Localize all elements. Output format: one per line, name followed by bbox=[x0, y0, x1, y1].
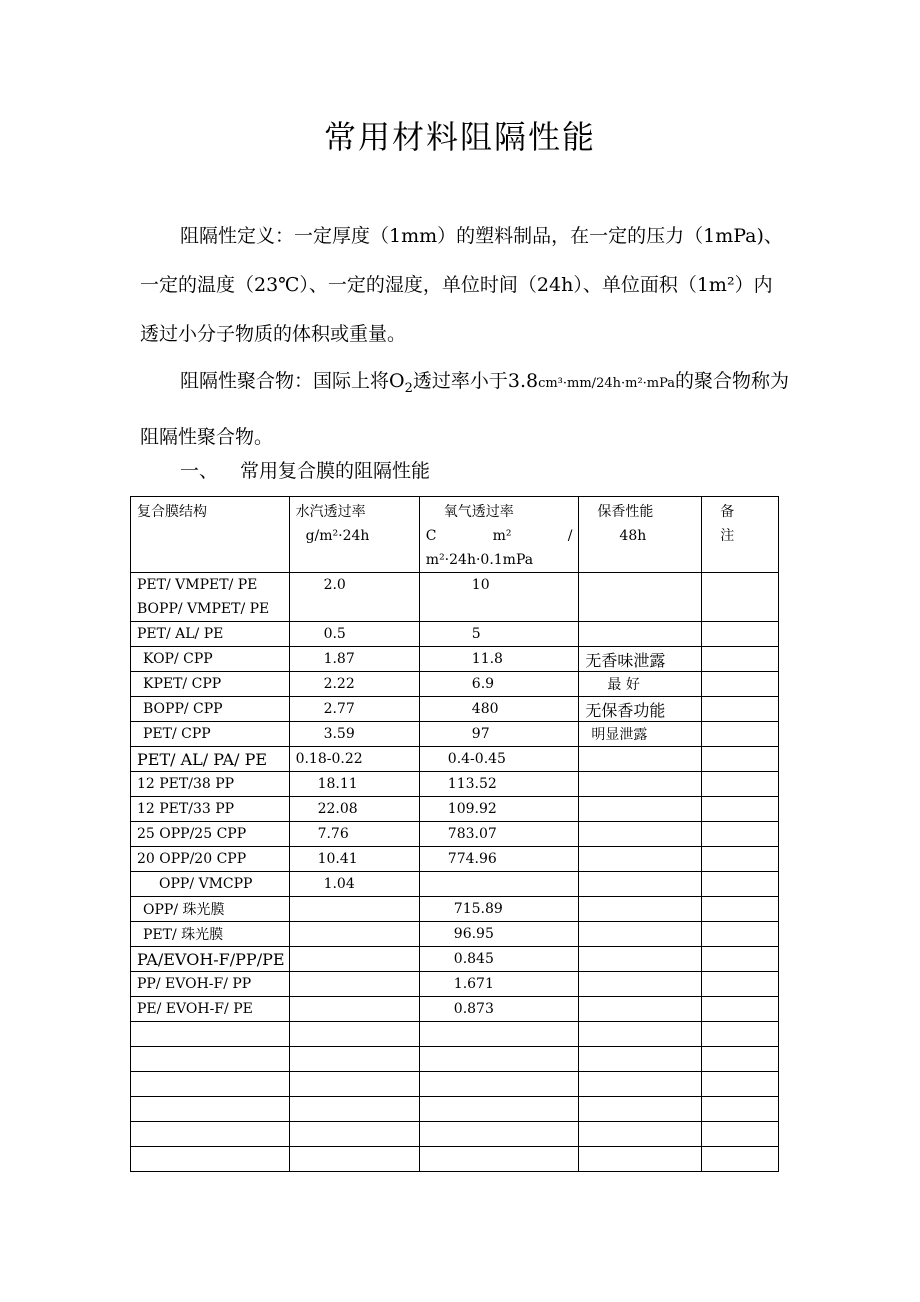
empty-cell bbox=[419, 1147, 579, 1172]
water-cell bbox=[289, 922, 419, 947]
note-cell bbox=[702, 797, 779, 822]
oxygen-cell: 1.671 bbox=[419, 972, 579, 997]
note-cell bbox=[702, 722, 779, 747]
empty-cell bbox=[131, 1047, 290, 1072]
table-row bbox=[131, 647, 779, 672]
structure-cell: OPP/ VMCPP bbox=[131, 872, 290, 897]
header-oxygen-slash: / bbox=[567, 528, 573, 544]
structure-cell: OPP/ 珠光膜 bbox=[131, 897, 290, 922]
header-note bbox=[702, 497, 779, 573]
empty-cell bbox=[131, 1147, 290, 1172]
aroma-cell: 无香味泄露 bbox=[579, 647, 702, 672]
empty-cell bbox=[579, 1047, 702, 1072]
aroma-cell bbox=[579, 872, 702, 897]
structure-cell: KPET/ CPP bbox=[131, 672, 290, 697]
aroma-cell bbox=[579, 922, 702, 947]
empty-cell bbox=[702, 1047, 779, 1072]
header-structure: 复合膜结构 bbox=[131, 497, 290, 573]
paragraph2-after: 的聚合物称为阻隔性聚合物。 bbox=[140, 370, 790, 448]
empty-row bbox=[131, 1097, 779, 1122]
empty-cell bbox=[131, 1022, 290, 1047]
oxygen-cell: 0.4-0.45 bbox=[419, 747, 579, 772]
oxygen-cell: 11.8 bbox=[419, 647, 579, 672]
header-aroma bbox=[579, 497, 702, 573]
oxygen-cell: 0.845 bbox=[419, 947, 579, 972]
table-row bbox=[131, 997, 779, 1022]
structure-cell bbox=[131, 573, 290, 622]
aroma-cell bbox=[579, 772, 702, 797]
note-cell bbox=[702, 972, 779, 997]
oxygen-cell: 0.873 bbox=[419, 997, 579, 1022]
oxygen-cell: 96.95 bbox=[419, 922, 579, 947]
note-cell bbox=[702, 747, 779, 772]
empty-cell bbox=[289, 1147, 419, 1172]
oxygen-cell: 113.52 bbox=[419, 772, 579, 797]
oxygen-cell: 97 bbox=[419, 722, 579, 747]
structure-cell: 20 OPP/20 CPP bbox=[131, 847, 290, 872]
aroma-cell: 明显泄露 bbox=[579, 722, 702, 747]
note-cell bbox=[702, 573, 779, 622]
note-cell bbox=[702, 922, 779, 947]
table-row bbox=[131, 922, 779, 947]
oxygen-cell: 715.89 bbox=[419, 897, 579, 922]
paragraph2-middle: 透过率小于3.8 bbox=[412, 370, 539, 392]
aroma-cell bbox=[579, 847, 702, 872]
table-row bbox=[131, 747, 779, 772]
aroma-cell bbox=[579, 897, 702, 922]
oxygen-cell: 5 bbox=[419, 622, 579, 647]
oxygen-cell: 6.9 bbox=[419, 672, 579, 697]
structure-cell: 25 OPP/25 CPP bbox=[131, 822, 290, 847]
empty-row bbox=[131, 1072, 779, 1097]
barrier-polymer-paragraph bbox=[140, 357, 790, 462]
note-cell bbox=[702, 897, 779, 922]
note-cell bbox=[702, 647, 779, 672]
definition-paragraph: 阻隔性定义：一定厚度（1mm）的塑料制品，在一定的压力（1mPa)、一定的温度（23℃）、一定的湿度，单位时间（24h）、单位面积（1m²）内透过小分子物质的体积或重量。 bbox=[140, 225, 783, 345]
oxygen-cell: 480 bbox=[419, 697, 579, 722]
empty-cell bbox=[419, 1122, 579, 1147]
structure-line1: PET/ VMPET/ PE bbox=[137, 577, 258, 593]
empty-cell bbox=[289, 1122, 419, 1147]
header-oxygen-line3: m²·24h·0.1mPa bbox=[425, 552, 534, 568]
header-note-line2: 注 bbox=[720, 528, 735, 544]
header-note-line1: 备 bbox=[720, 504, 735, 520]
header-oxygen-line1: 氧气透过率 bbox=[443, 504, 514, 520]
structure-cell: PA/EVOH-F/PP/PE bbox=[131, 947, 290, 972]
water-cell: 0.18-0.22 bbox=[289, 747, 419, 772]
header-aroma-line2: 48h bbox=[619, 528, 647, 544]
header-oxygen-line2 bbox=[426, 524, 579, 548]
aroma-cell bbox=[579, 972, 702, 997]
note-cell bbox=[702, 847, 779, 872]
empty-cell bbox=[289, 1047, 419, 1072]
empty-cell bbox=[579, 1097, 702, 1122]
structure-cell: PET/ AL/ PA/ PE bbox=[131, 747, 290, 772]
oxygen-cell: 109.92 bbox=[419, 797, 579, 822]
header-oxygen-c: C bbox=[425, 528, 437, 544]
table-row bbox=[131, 622, 779, 647]
water-cell: 2.22 bbox=[289, 672, 419, 697]
empty-cell bbox=[579, 1122, 702, 1147]
table-row bbox=[131, 772, 779, 797]
structure-cell: PET/ 珠光膜 bbox=[131, 922, 290, 947]
empty-cell bbox=[702, 1072, 779, 1097]
empty-cell bbox=[131, 1097, 290, 1122]
water-cell bbox=[289, 972, 419, 997]
aroma-cell bbox=[579, 947, 702, 972]
table-row bbox=[131, 573, 779, 622]
table-row bbox=[131, 722, 779, 747]
table-row bbox=[131, 897, 779, 922]
header-aroma-line1: 保香性能 bbox=[597, 504, 654, 520]
paragraph2-subscript: 2 bbox=[404, 380, 413, 396]
empty-row bbox=[131, 1147, 779, 1172]
table-row bbox=[131, 672, 779, 697]
structure-cell: PP/ EVOH-F/ PP bbox=[131, 972, 290, 997]
water-cell: 18.11 bbox=[289, 772, 419, 797]
water-cell bbox=[289, 997, 419, 1022]
empty-row bbox=[131, 1122, 779, 1147]
empty-cell bbox=[419, 1072, 579, 1097]
empty-cell bbox=[579, 1072, 702, 1097]
section-title: 常用复合膜的阻隔性能 bbox=[240, 460, 431, 482]
empty-cell bbox=[702, 1122, 779, 1147]
water-cell: 2.0 bbox=[289, 573, 419, 622]
aroma-cell bbox=[579, 573, 702, 622]
note-cell bbox=[702, 672, 779, 697]
note-cell bbox=[702, 997, 779, 1022]
note-cell bbox=[702, 622, 779, 647]
empty-cell bbox=[419, 1022, 579, 1047]
empty-cell bbox=[289, 1022, 419, 1047]
empty-cell bbox=[419, 1097, 579, 1122]
aroma-cell bbox=[579, 822, 702, 847]
table-row bbox=[131, 697, 779, 722]
barrier-performance-table bbox=[130, 496, 779, 1172]
note-cell bbox=[702, 872, 779, 897]
note-cell bbox=[702, 947, 779, 972]
structure-cell: 12 PET/38 PP bbox=[131, 772, 290, 797]
header-water bbox=[289, 497, 419, 573]
oxygen-cell bbox=[419, 872, 579, 897]
paragraph2-unit: cm³·mm/24h·m²·mPa bbox=[538, 376, 676, 391]
empty-cell bbox=[579, 1022, 702, 1047]
oxygen-cell: 774.96 bbox=[419, 847, 579, 872]
header-oxygen-m2: m² bbox=[492, 528, 512, 544]
table-row bbox=[131, 947, 779, 972]
structure-line2: BOPP/ VMPET/ PE bbox=[137, 601, 270, 617]
note-cell bbox=[702, 822, 779, 847]
structure-cell: PET/ CPP bbox=[131, 722, 290, 747]
table-row bbox=[131, 797, 779, 822]
aroma-cell bbox=[579, 997, 702, 1022]
water-cell bbox=[289, 897, 419, 922]
oxygen-cell: 783.07 bbox=[419, 822, 579, 847]
empty-cell bbox=[289, 1072, 419, 1097]
note-cell bbox=[702, 772, 779, 797]
header-oxygen bbox=[419, 497, 579, 573]
water-cell: 3.59 bbox=[289, 722, 419, 747]
empty-cell bbox=[419, 1047, 579, 1072]
aroma-cell: 最 好 bbox=[579, 672, 702, 697]
structure-cell: BOPP/ CPP bbox=[131, 697, 290, 722]
note-cell bbox=[702, 697, 779, 722]
aroma-cell bbox=[579, 622, 702, 647]
empty-cell bbox=[702, 1097, 779, 1122]
aroma-cell: 无保香功能 bbox=[579, 697, 702, 722]
water-cell: 22.08 bbox=[289, 797, 419, 822]
empty-row bbox=[131, 1022, 779, 1047]
empty-cell bbox=[579, 1147, 702, 1172]
empty-cell bbox=[131, 1072, 290, 1097]
water-cell: 10.41 bbox=[289, 847, 419, 872]
empty-cell bbox=[702, 1147, 779, 1172]
aroma-cell bbox=[579, 797, 702, 822]
header-water-line1: 水汽透过率 bbox=[295, 504, 366, 520]
table-row bbox=[131, 822, 779, 847]
oxygen-cell: 10 bbox=[419, 573, 579, 622]
table-row bbox=[131, 872, 779, 897]
structure-cell: 12 PET/33 PP bbox=[131, 797, 290, 822]
section-number: 一、 bbox=[180, 460, 219, 482]
structure-cell: KOP/ CPP bbox=[131, 647, 290, 672]
empty-row bbox=[131, 1047, 779, 1072]
table-row bbox=[131, 847, 779, 872]
water-cell bbox=[289, 947, 419, 972]
empty-cell bbox=[289, 1097, 419, 1122]
water-cell: 2.77 bbox=[289, 697, 419, 722]
empty-cell bbox=[131, 1122, 290, 1147]
water-cell: 1.87 bbox=[289, 647, 419, 672]
table-row bbox=[131, 972, 779, 997]
section-heading bbox=[180, 456, 430, 483]
structure-cell: PE/ EVOH-F/ PE bbox=[131, 997, 290, 1022]
structure-cell: PET/ AL/ PE bbox=[131, 622, 290, 647]
water-cell: 7.76 bbox=[289, 822, 419, 847]
water-cell: 1.04 bbox=[289, 872, 419, 897]
page-title: 常用材料阻隔性能 bbox=[323, 118, 596, 156]
paragraph2-before: 阻隔性聚合物：国际上将O bbox=[180, 370, 405, 392]
water-cell: 0.5 bbox=[289, 622, 419, 647]
aroma-cell bbox=[579, 747, 702, 772]
empty-cell bbox=[702, 1022, 779, 1047]
table-header-row bbox=[131, 497, 779, 573]
header-water-line2: g/m²·24h bbox=[305, 528, 370, 544]
